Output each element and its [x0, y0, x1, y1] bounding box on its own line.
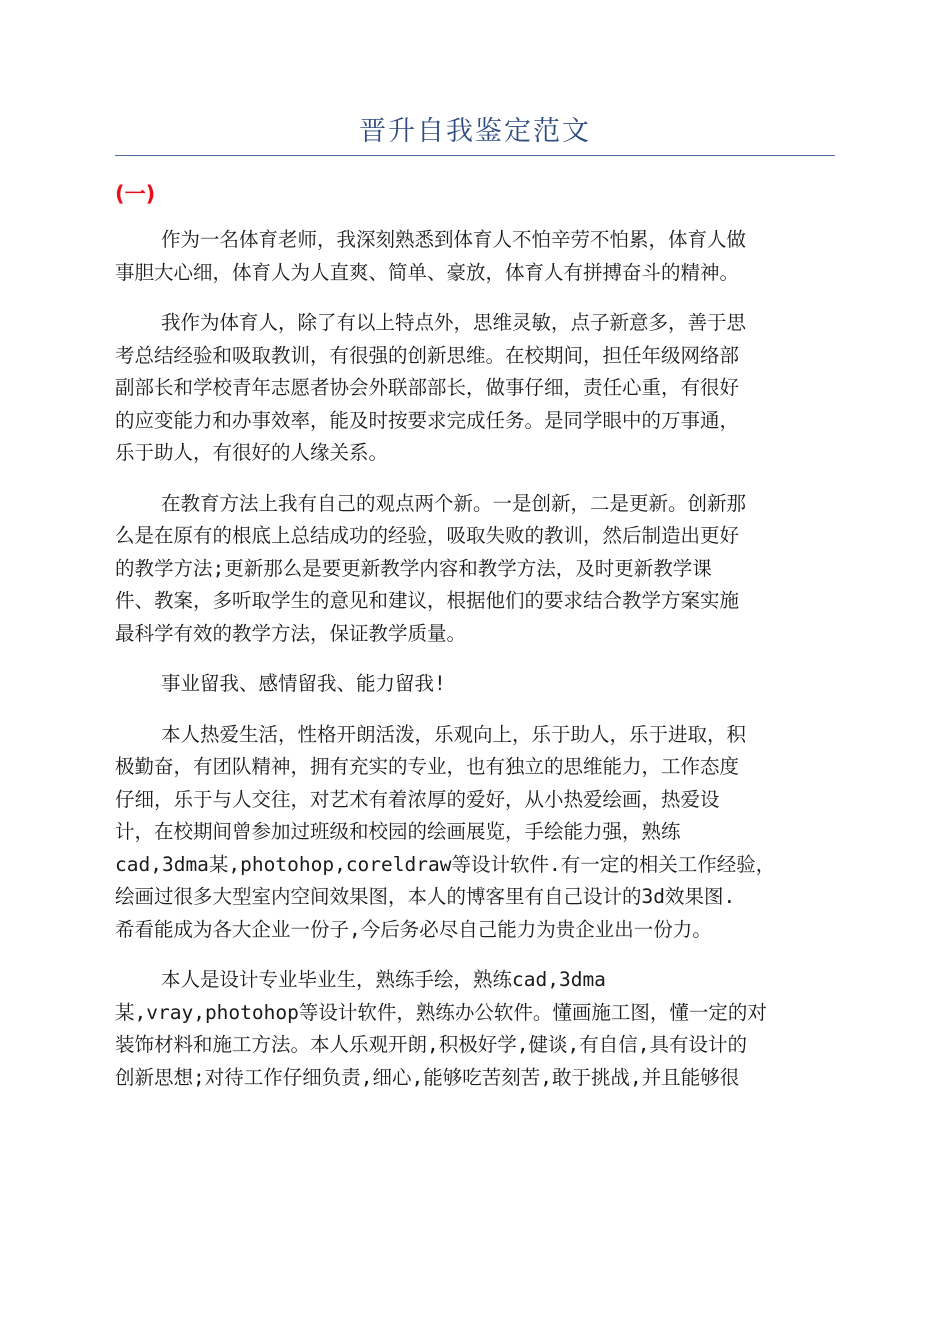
text-line: 极勤奋，有团队精神，拥有充实的专业，也有独立的思维能力，工作态度	[115, 755, 740, 778]
text-line: cad,3dma某,photohop,coreldraw等设计软件.有一定的相关工作经验，	[115, 852, 776, 876]
paragraph-2	[115, 307, 835, 470]
section-heading: (一)	[115, 182, 156, 206]
body-text	[115, 224, 835, 1112]
page-title: 晋升自我鉴定范文	[359, 116, 591, 147]
text-line: 的应变能力和办事效率，能及时按要求完成任务。是同学眼中的万事通，	[115, 408, 740, 432]
text-line: 绘画过很多大型室内空间效果图，本人的博客里有自己设计的3d效果图.	[115, 885, 736, 908]
text-line: 仔细，乐于与人交往，对艺术有着浓厚的爱好，从小热爱绘画，热爱设	[115, 787, 720, 811]
text-line: 的教学方法;更新那么是要更新教学内容和教学方法，及时更新教学课	[115, 556, 712, 580]
text-line: 本人热爱生活，性格开朗活泼，乐观向上，乐于助人，乐于进取，积	[161, 722, 747, 746]
text-line: 件、教案，多听取学生的意见和建议，根据他们的要求结合教学方案实施	[115, 589, 740, 612]
text-line: 么是在原有的根底上总结成功的经验，吸取失败的教训，然后制造出更好	[115, 524, 740, 547]
paragraph-1	[115, 224, 835, 289]
text-line: 考总结经验和吸取教训，有很强的创新思维。在校期间，担任年级网络部	[115, 343, 740, 367]
text-line: 作为一名体育老师，我深刻熟悉到体育人不怕辛劳不怕累，体育人做	[161, 228, 747, 251]
text-line: 我作为体育人，除了有以上特点外，思维灵敏，点子新意多，善于思	[161, 311, 747, 334]
text-line: 最科学有效的教学方法，保证教学质量。	[115, 621, 467, 645]
paragraph-4	[115, 668, 835, 701]
text-line: 事业留我、感情留我、能力留我!	[161, 672, 446, 695]
text-line: 乐于助人，有很好的人缘关系。	[115, 441, 389, 464]
paragraph-3	[115, 488, 835, 651]
text-line: 计，在校期间曾参加过班级和校园的绘画展览，手绘能力强，熟练	[115, 820, 681, 843]
text-line: 事胆大心细，体育人为人直爽、简单、豪放，体育人有拼搏奋斗的精神。	[115, 260, 740, 284]
text-line: 副部长和学校青年志愿者协会外联部部长，做事仔细，责任心重，有很好	[115, 376, 740, 399]
text-line: 本人是设计专业毕业生，熟练手绘，熟练cad,3dma	[161, 968, 606, 991]
text-line: 某,vray,photohop等设计软件，熟练办公软件。懂画施工图，懂一定的对	[115, 1000, 767, 1024]
paragraph-5	[115, 719, 835, 947]
title-divider	[115, 155, 835, 156]
text-line: 装饰材料和施工方法。本人乐观开朗,积极好学,健谈,有自信,具有设计的	[115, 1033, 747, 1056]
paragraph-6	[115, 964, 835, 1094]
text-line: 希看能成为各大企业一份子,今后务必尽自己能力为贵企业出一份力。	[115, 917, 712, 941]
text-line: 创新思想;对待工作仔细负责,细心,能够吃苦刻苦,敢于挑战,并且能够很	[115, 1065, 740, 1089]
text-line: 在教育方法上我有自己的观点两个新。一是创新，二是更新。创新那	[161, 491, 747, 515]
